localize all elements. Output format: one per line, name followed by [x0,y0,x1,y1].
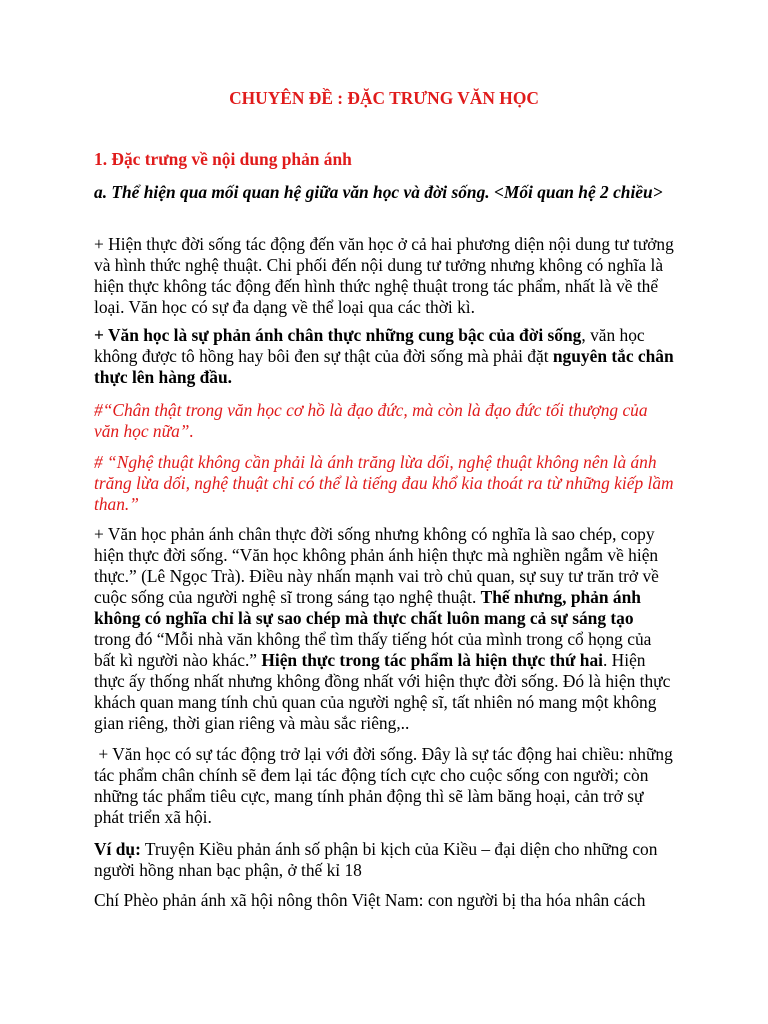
document-title: CHUYÊN ĐỀ : ĐẶC TRƯNG VĂN HỌC [229,88,539,108]
quote-1: #“Chân thật trong văn học cơ hồ là đạo đức, mà còn là đạo đức tối thượng của văn học nữa”. [94,400,648,441]
paragraph-4: + Văn học có sự tác động trở lại với đời sống. Đây là sự tác động hai chiều: những tác phẩm chân chính sẽ đem lại tác động tích cực cho cuộc sống con người; còn những tác phẩm tiêu cực, mang tính phản động thì sẽ làm băng hoại, cản trở sự phát triển xã hội. [94,744,678,827]
example-paragraph [94,839,674,881]
example-text: Truyện Kiều phản ánh số phận bi kịch của Kiều – đại diện cho những con người hồng nhan bạc phận, ở thế kỉ 18 [94,839,658,880]
paragraph-3-text-1: + Văn học phản ánh chân thực đời sống nhưng không có nghĩa là sao chép, copy hiện thực đời sống. “Văn học không phản ánh hiện thực mà nghiền ngẫm về hiện thực.” (Lê Ngọc Trà). Điều này nhấn mạnh vai trò chủ quan, sự suy tư trăn trở về cuộc sống của người nghệ sĩ trong sáng tạo nghệ thuật. [94,524,659,607]
paragraph-3-text-2: trong đó “Mỗi nhà văn không thể tìm thấy tiếng hót của mình trong cổ họng của bất kì người nào khác.” [94,629,652,670]
subheading: a. Thể hiện qua mối quan hệ giữa văn học và đời sống. <Mối quan hệ 2 chiều> [94,182,663,202]
paragraph-3-bold-2: Hiện thực trong tác phẩm là hiện thực thứ hai [261,650,603,670]
example-label: Ví dụ: [94,839,141,859]
section-heading: 1. Đặc trưng về nội dung phản ánh [94,149,352,169]
paragraph-6: Chí Phèo phản ánh xã hội nông thôn Việt Nam: con người bị tha hóa nhân cách [94,890,646,910]
paragraph-2-bold-2: nguyên tắc chân thực lên hàng đầu. [94,346,674,387]
paragraph-3-bold-1: Thế nhưng, phản ánh không có nghĩa chỉ là sự sao chép mà thực chất luôn mang cả sự sáng tạo [94,587,641,628]
paragraph-2 [94,325,674,388]
paragraph-3-text-3: . Hiện thực ấy thống nhất nhưng không đồng nhất với hiện thực đời sống. Đó là hiện thực khách quan mang tính chủ quan của người nghệ sĩ, tất nhiên nó mang một không gian riêng, thời gian riêng và màu sắc riêng,.. [94,650,671,733]
paragraph-1: + Hiện thực đời sống tác động đến văn học ở cả hai phương diện nội dung tư tưởng và hình thức nghệ thuật. Chi phối đến nội dung tư tưởng nhưng không có nghĩa là hiện thực không tác động đến hình thức nghệ thuật trong tác phẩm, nhất là về thể loại. Văn học có sự đa dạng về thể loại qua các thời kì. [94,234,674,317]
paragraph-2-text-1: , văn học không được tô hồng hay bôi đen sự thật của đời sống mà phải đặt [94,325,645,366]
paragraph-2-bold-1: + Văn học là sự phản ánh chân thực những cung bậc của đời sống [94,325,582,345]
paragraph-3 [94,524,674,734]
quote-2: # “Nghệ thuật không cần phải là ánh trăng lừa dối, nghệ thuật không nên là ánh trăng lừa dối, nghệ thuật chỉ có thể là tiếng đau khổ kia thoát ra từ những kiếp lầm than.” [94,452,674,514]
